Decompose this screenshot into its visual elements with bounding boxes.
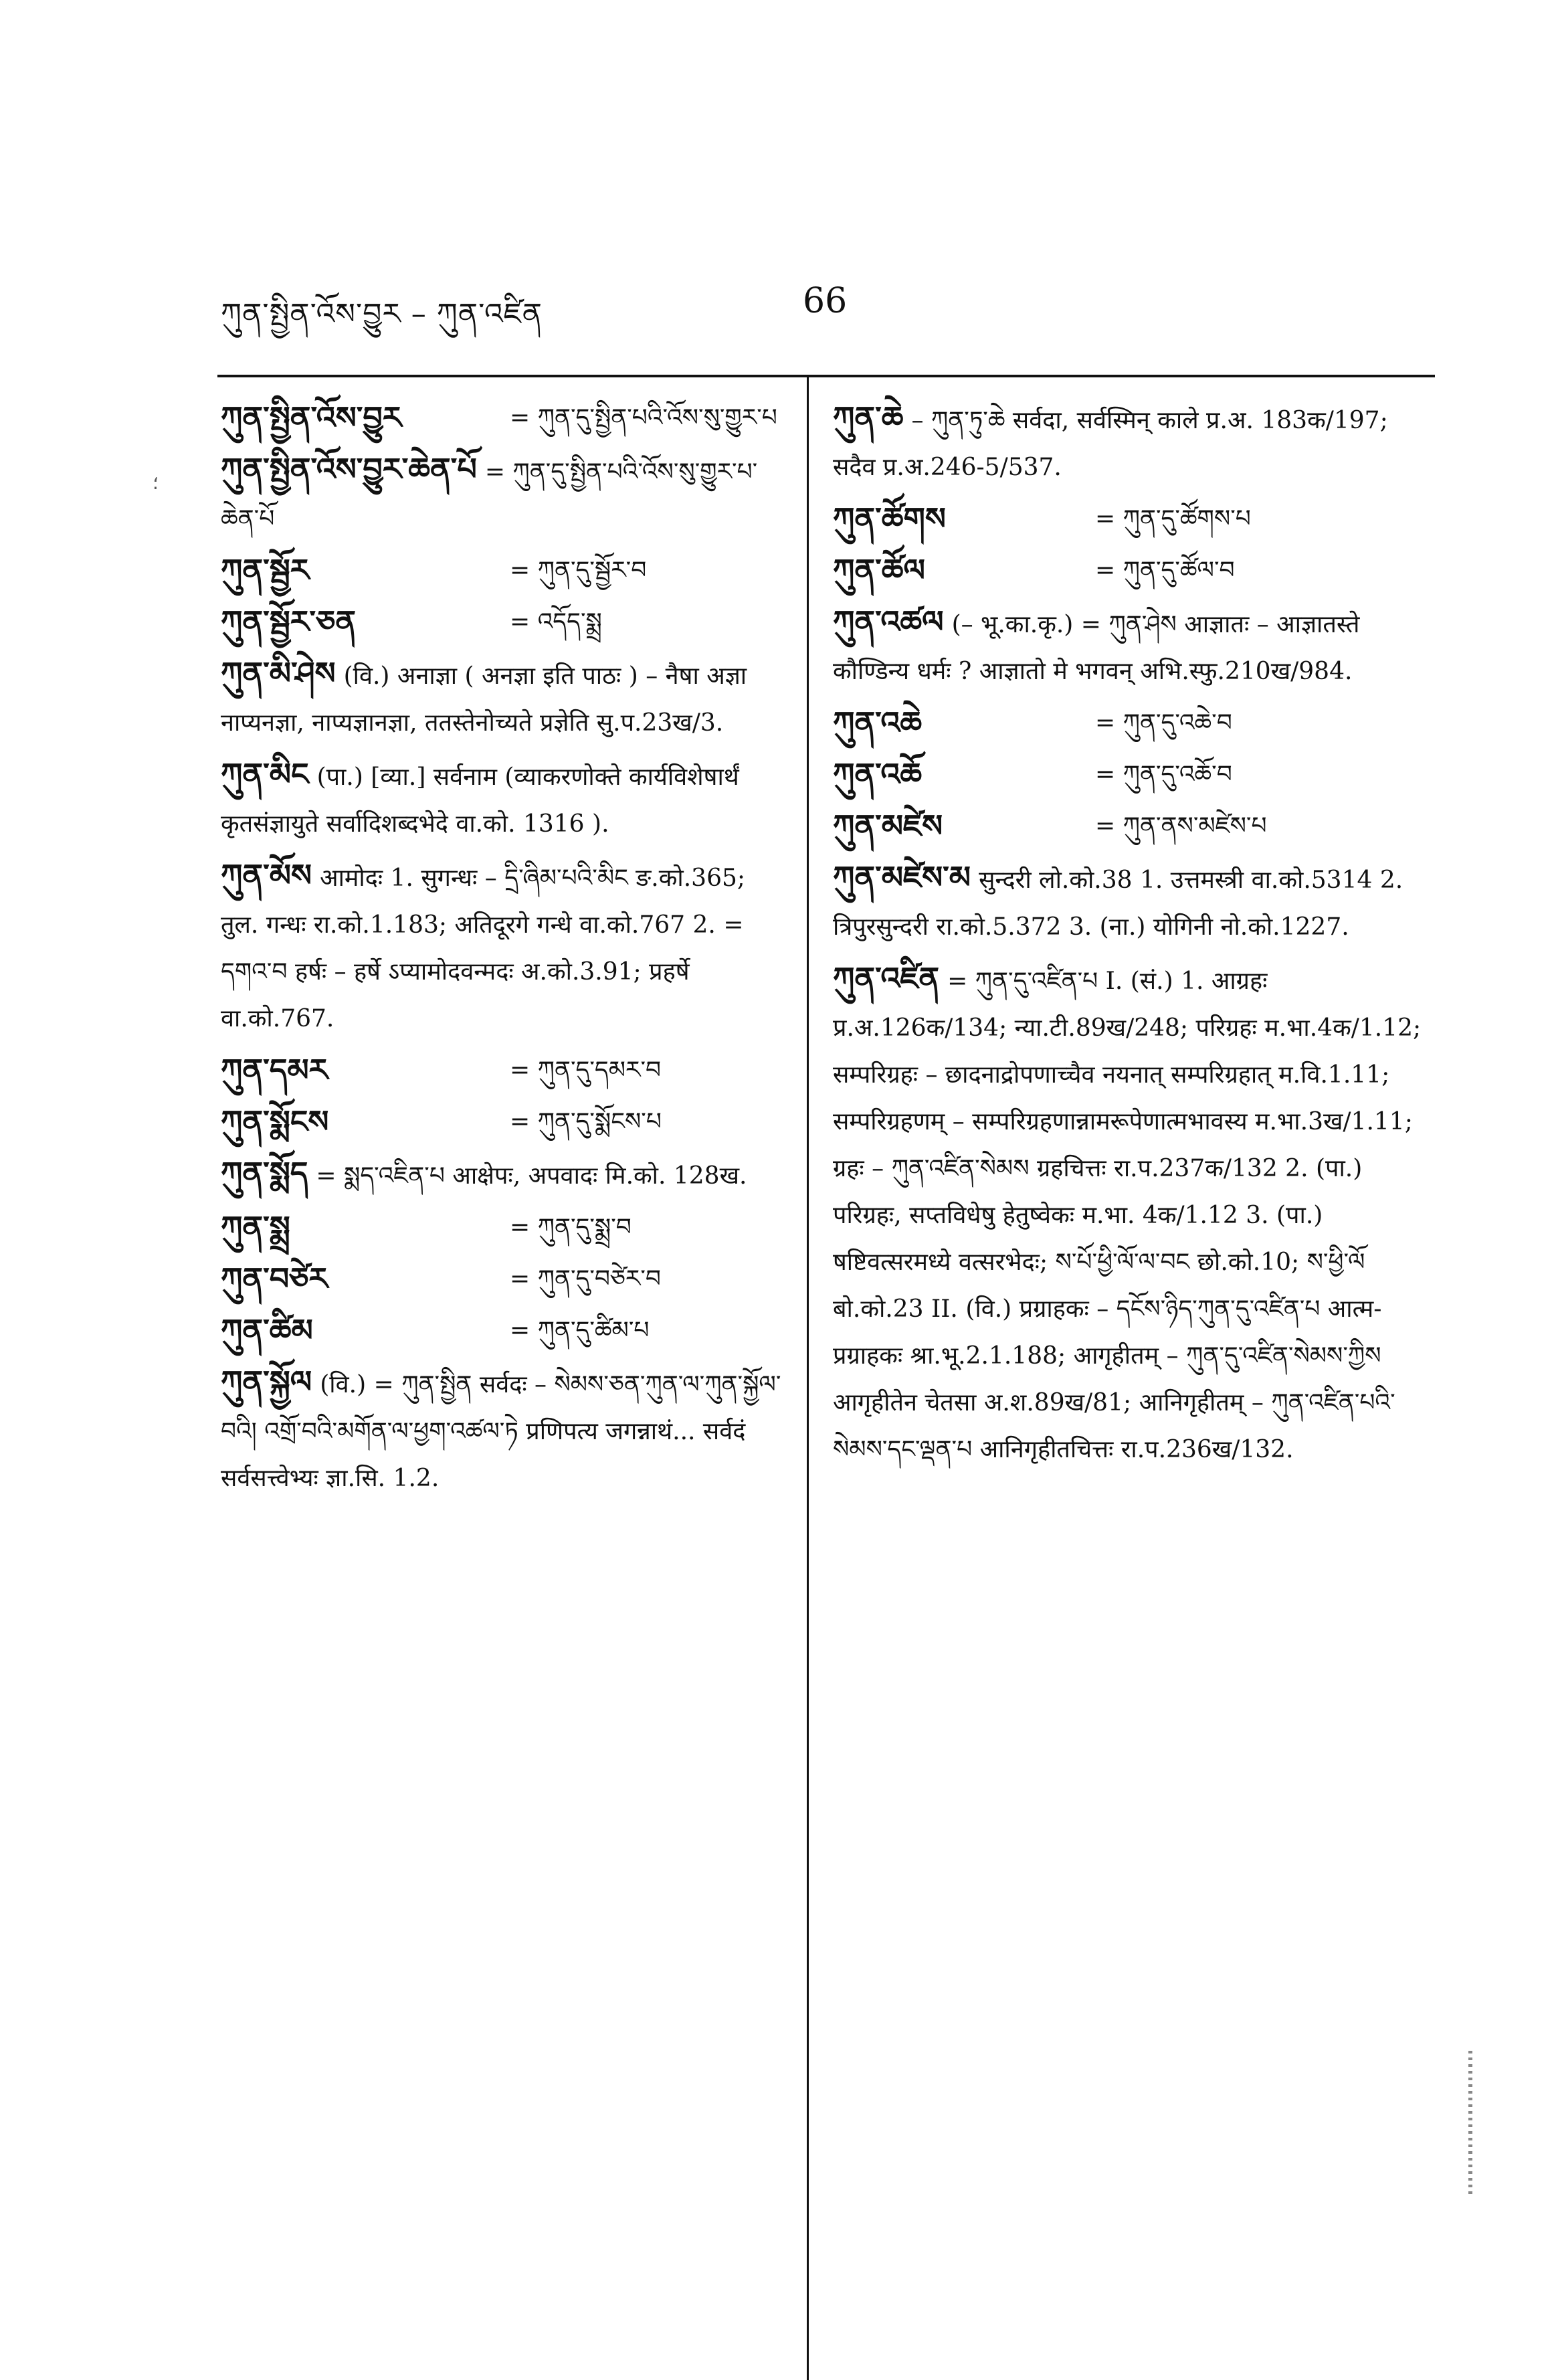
- entry-definition: (वि.) अनाज्ञा ( अनज्ञा इति पाठः ) – नैषा अज्ञा नाप्यनज्ञा, नाप्यज्ञानज्ञा, ततस्तेनोच्यते प्रज्ञेति सु.प.23ख/3.: [221, 662, 747, 737]
- entry-headword: ཀུན་བཙེར: [221, 1261, 328, 1297]
- entry-headword: ཀུན་སྤྱིན་འོས་བྱུར: [221, 399, 402, 436]
- dictionary-entry: [833, 395, 1422, 490]
- entry-headword: ཀུན་དམར: [221, 1052, 328, 1088]
- dictionary-entry: [221, 1256, 789, 1302]
- entry-headword: ཀུན་མི་ཤེས: [221, 655, 336, 691]
- dictionary-entry: [221, 1307, 789, 1354]
- dictionary-entry: [221, 599, 789, 645]
- entry-headword: ཀུན་ཚོགས: [833, 500, 946, 537]
- dictionary-entry: [833, 955, 1422, 1473]
- dictionary-entry: [221, 852, 789, 1042]
- entry-headword: ཀུན་སྦྱོར: [221, 552, 310, 588]
- entry-headword: ཀུན་འཚལ: [833, 604, 944, 640]
- entry-headword: ཀུན་མཛེས: [833, 808, 943, 844]
- edge-mark: [1468, 2051, 1472, 2198]
- entry-headword: ཀུན་སྤྱིན་འོས་བྱུར་ཆེན་པོ: [221, 451, 477, 487]
- entry-definition: = ཀུན་དུ་འཆོ་བ: [1095, 761, 1232, 788]
- entry-definition: = ཀུན་དུ་འཆེ་བ: [1095, 709, 1232, 737]
- entry-definition: = སྨད་འཇིན་པ आक्षेपः, अपवादः मि.को. 128ख.: [316, 1162, 747, 1190]
- entry-headword: ཀུན་མོས: [221, 857, 312, 893]
- dictionary-entry: [221, 650, 789, 746]
- dictionary-entry: [833, 496, 1422, 542]
- entry-headword: ཀུན་ཚིམ: [221, 1312, 313, 1348]
- entry-definition: (पा.) [व्या.] सर्वनाम (व्याकरणोक्ते कार्यविशेषार्थं कृतसंज्ञायुते सर्वादिशब्दभेदे वा.को. 1316 ).: [221, 763, 739, 838]
- entry-definition: = འདོད་སྨྲ: [510, 608, 602, 636]
- entry-definition: = ཀུན་ནས་མཛེས་པ: [1095, 812, 1267, 840]
- entry-headword: ཀུན་འཛིན: [833, 960, 940, 996]
- entry-definition: = ཀུན་དུ་དམར་བ: [510, 1057, 662, 1084]
- right-column: [833, 395, 1422, 1478]
- entry-definition: = ཀུན་དུ་ཚོགས་པ: [1095, 505, 1251, 533]
- entry-definition: = ཀུན་དུ་ཚིམ་པ: [510, 1317, 650, 1344]
- entry-headword: ཀུན་ཆེ: [833, 399, 904, 436]
- dictionary-entry: [221, 547, 789, 593]
- entry-definition: = ཀུན་དུ་སྤྱིན་པའི་འོས་སུ་གྱུར་པ་ཆེན་པོ: [221, 458, 758, 533]
- entry-definition: (वि.) = ཀུན་སྤྱིན सर्वदः – སེམས་ཅན་ཀུན་ལ་ཀུན་སྐྱོལ་བའི། འགྲོ་བའི་མགོན་ལ་ཕྱག་འཚལ་ཏེ प्रणिपत्य जगन्नाथं... सर्वदं सर्वसत्त्वेभ्यः ज्ञा.सि. 1.2.: [221, 1371, 781, 1492]
- dictionary-entry: [833, 599, 1422, 695]
- entry-headword: ཀུན་སྨོངས: [221, 1103, 329, 1139]
- dictionary-entry: [221, 395, 789, 441]
- dictionary-entry: [221, 1099, 789, 1145]
- entry-headword: ཀུན་སྦྱོར་ཅན: [221, 604, 357, 640]
- dictionary-entry: [221, 446, 789, 542]
- entry-headword: ཀུན་མཛེས་མ: [833, 859, 971, 895]
- dictionary-entry: [833, 547, 1422, 593]
- dictionary-entry: [833, 803, 1422, 849]
- entry-definition: सुन्दरी लो.को.38 1. उत्तमस्त्री वा.को.5314 2. त्रिपुरसुन्दरी रा.को.5.372 3. (ना.) योगिनी नो.को.1227.: [833, 866, 1403, 941]
- margin-mark: ؛: [153, 472, 159, 494]
- entry-definition: आमोदः 1. सुगन्धः – དྲི་ཞིམ་པའི་མིང ङ.को.365; तुल. गन्धः रा.को.1.183; अतिदूरगे गन्धे वा.को.767 2. = དགའ་བ हर्षः – हर्षे ऽप्यामोदवन्मदः अ.को.3.91; प्रहर्षे वा.को.767.: [221, 864, 746, 1032]
- entry-definition: = ཀུན་དུ་སྦྱོར་བ: [510, 557, 647, 584]
- dictionary-entry: [221, 1047, 789, 1093]
- column-divider: [807, 376, 809, 2380]
- left-column: [221, 395, 789, 1507]
- top-rule: [217, 375, 1435, 377]
- entry-definition: = ཀུན་དུ་འཛིན་པ I. (सं.) 1. आग्रहः प्र.अ.126क/134; न्या.टी.89ख/248; परिग्रहः म.भा.4क/1.12; सम्परिग्रहः – छादनाद्रोपणाच्चैव नयनात् सम्परिग्रहात् म.वि.1.11; सम्परिग्रहणम् – सम्परिग्रहणान्नामरूपेणात्मभावस्य म.भा.3ख/1.11; ग्रहः – ཀུན་འཛིན་སེམས ग्रहचित्तः रा.प.237क/132 2. (पा.) परिग्रहः, सप्तविधेषु हेतुष्वेकः म.भा. 4क/1.12 3. (पा.) षष्टिवत्सरमध्ये वत्सरभेदः; ས་པོ་ཕྱི་ལོ་ལ་བང छो.को.10; ས་ཕྱི་ལོ बो.को.23 II. (वि.) प्रग्राहकः – དངོས་ཉིད་ཀུན་དུ་འཛིན་པ आत्म-प्रग्राहकः श्रा.भू.2.1.188; आगृहीतम् – ཀུན་དུ་འཛིན་སེམས་ཀྱིས आगृहीतेन चेतसा अ.श.89ख/81; आनिगृहीतम् – ཀུན་འཛིན་པའི་སེམས་དང་ལྡན་པ आनिगृहीतचित्तः रा.प.236ख/132.: [833, 968, 1422, 1463]
- dictionary-entry: [221, 751, 789, 847]
- entry-definition: = ཀུན་དུ་བཙེར་བ: [510, 1265, 661, 1293]
- entry-headword: ཀུན་འཆེ: [833, 705, 923, 741]
- entry-definition: = ཀུན་དུ་སྨོངས་པ: [510, 1108, 662, 1135]
- dictionary-entry: [833, 700, 1422, 746]
- entry-definition: = ཀུན་དུ་སྤྱིན་པའི་འོས་སུ་གྱུར་པ: [510, 404, 777, 432]
- entry-definition: (– भू.का.कृ.) = ཀུན་ཤེས आज्ञातः – आज्ञातस्ते कौण्डिन्य धर्मः ? आज्ञातो मे भगवन् अभि.स्फु.210ख/984.: [833, 611, 1360, 685]
- entry-headword: ཀུན་སྨོད: [221, 1155, 308, 1191]
- dictionary-entry: [221, 1150, 789, 1199]
- entry-definition: = ཀུན་དུ་སྨྲ་བ: [510, 1214, 632, 1241]
- entry-definition: – ཀུན་ཏུ་ཆེ सर्वदा, सर्वस्मिन् काले प्र.अ. 183क/197; सदैव प्र.अ.246-5/537.: [833, 407, 1388, 481]
- entry-headword: ཀུན་མིང: [221, 756, 309, 792]
- entry-headword: ཀུན་སྨྲ: [221, 1209, 290, 1245]
- entry-definition: = ཀུན་དུ་ཚོལ་བ: [1095, 557, 1235, 584]
- running-head: ཀུན་སྤྱིན་འོས་བྱུར – ཀུན་འཛིན: [221, 297, 543, 331]
- entry-headword: ཀུན་འཆོ: [833, 756, 923, 792]
- entry-headword: ཀུན་ཚོལ: [833, 552, 925, 588]
- page-number: 66: [803, 281, 848, 321]
- entry-headword: ཀུན་སྐྱོལ: [221, 1364, 312, 1400]
- dictionary-entry: [221, 1359, 789, 1501]
- dictionary-entry: [833, 751, 1422, 798]
- dictionary-entry: [833, 854, 1422, 950]
- dictionary-entry: [221, 1204, 789, 1251]
